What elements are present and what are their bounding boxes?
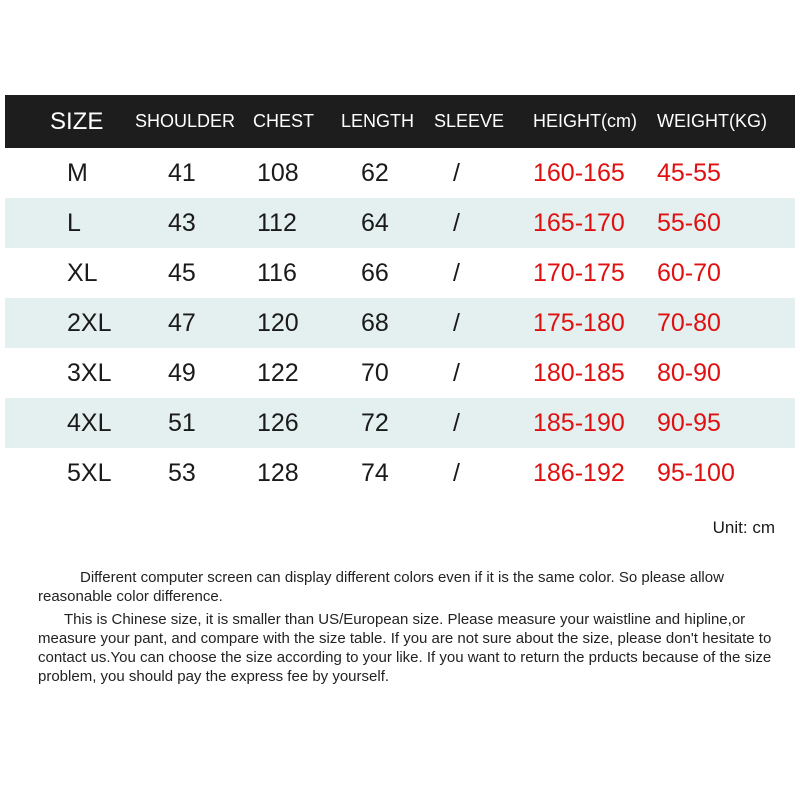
cell-height: 180-185 [533,359,625,387]
cell-weight: 95-100 [657,459,735,487]
header-height: HEIGHT(cm) [533,111,637,131]
header-shoulder: SHOULDER [135,111,236,131]
cell-length: 66 [361,259,389,287]
notes [38,568,788,690]
size-table [5,95,795,498]
table-row [5,248,795,298]
cell-weight: 70-80 [657,309,721,337]
cell-size: XL [67,259,98,287]
header-chest: CHEST [253,111,315,131]
table-header [5,95,795,148]
cell-sleeve: / [453,209,460,237]
cell-size: 5XL [67,459,112,487]
cell-chest: 120 [257,309,299,337]
table-row [5,348,795,398]
cell-sleeve: / [453,459,460,487]
header-weight: WEIGHT(KG) [657,111,767,131]
header-length: LENGTH [341,111,415,131]
cell-length: 68 [361,309,389,337]
cell-sleeve: / [453,259,460,287]
cell-shoulder: 49 [168,359,196,387]
cell-shoulder: 53 [168,459,196,487]
cell-size: 3XL [67,359,112,387]
cell-chest: 122 [257,359,299,387]
cell-sleeve: / [453,159,460,187]
cell-length: 72 [361,409,389,437]
cell-weight: 60-70 [657,259,721,287]
cell-shoulder: 51 [168,409,196,437]
cell-sleeve: / [453,309,460,337]
cell-sleeve: / [453,359,460,387]
cell-chest: 126 [257,409,299,437]
cell-weight: 55-60 [657,209,721,237]
cell-size: M [67,159,88,187]
note-size: This is Chinese size, it is smaller than US/European size. Please measure your waistline and hipline,or measure your pant, and compare with the size table. If you are not sure about the size, please don't hesitate to contact us.You can choose the size according to your like. If you want to return the prducts because of the size problem, you should pay the express fee by yourself. [38,611,772,685]
cell-sleeve: / [453,409,460,437]
cell-chest: 108 [257,159,299,187]
cell-size: L [67,209,81,237]
header-size: SIZE [50,108,104,135]
note-color: Different computer screen can display different colors even if it is the same color. So please allow reasonable color difference. [38,569,724,605]
table-row [5,398,795,448]
cell-height: 185-190 [533,409,625,437]
cell-size: 2XL [67,309,112,337]
table-row [5,298,795,348]
cell-height: 170-175 [533,259,625,287]
cell-weight: 45-55 [657,159,721,187]
cell-weight: 80-90 [657,359,721,387]
cell-shoulder: 43 [168,209,196,237]
table-row [5,148,795,198]
cell-length: 70 [361,359,389,387]
cell-chest: 112 [257,209,297,237]
cell-chest: 128 [257,459,299,487]
cell-chest: 116 [257,259,297,287]
cell-height: 175-180 [533,309,625,337]
cell-shoulder: 41 [168,159,196,187]
cell-shoulder: 45 [168,259,196,287]
header-sleeve: SLEEVE [434,111,505,131]
cell-length: 62 [361,159,389,187]
cell-length: 74 [361,459,389,487]
cell-shoulder: 47 [168,309,196,337]
cell-height: 186-192 [533,459,625,487]
cell-height: 160-165 [533,159,625,187]
cell-length: 64 [361,209,389,237]
table-row [5,198,795,248]
cell-size: 4XL [67,409,112,437]
table-row [5,448,795,498]
unit-label: Unit: cm [712,518,775,537]
cell-height: 165-170 [533,209,625,237]
cell-weight: 90-95 [657,409,721,437]
